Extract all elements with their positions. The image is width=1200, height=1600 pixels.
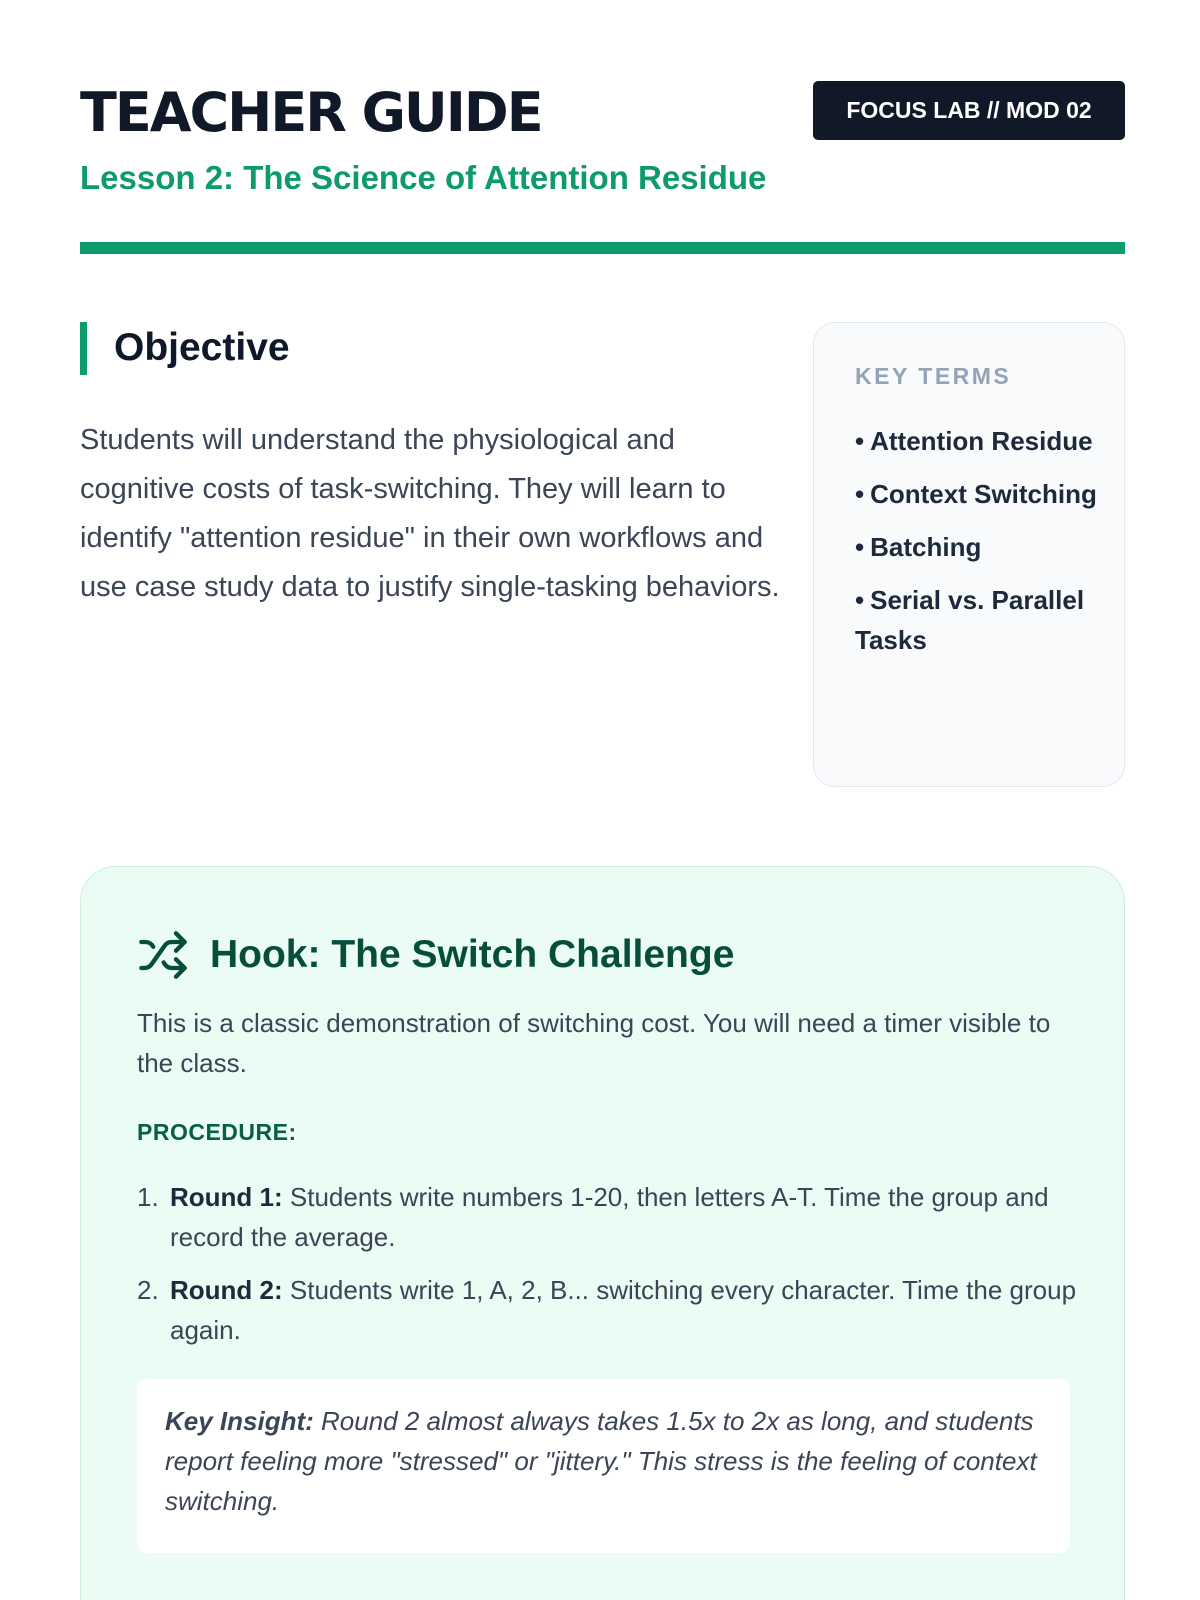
procedure-list bbox=[137, 1177, 1077, 1363]
key-term-item: • Serial vs. Parallel Tasks bbox=[855, 585, 1085, 655]
hook-card bbox=[80, 866, 1125, 1600]
hook-intro: This is a classic demonstration of switching cost. You will need a timer visible to the class. bbox=[137, 1008, 1051, 1078]
bullet-icon: • bbox=[855, 532, 865, 562]
objective-heading: Objective bbox=[114, 326, 290, 369]
procedure-label: PROCEDURE: bbox=[137, 1119, 297, 1145]
bullet-icon: • bbox=[855, 426, 865, 456]
bullet-icon: • bbox=[855, 479, 865, 509]
objective-text: Students will understand the physiological and cognitive costs of task-switching. They will learn to identify "attention residue" in their own workflows and use case study data to justify single-tasking behaviors. bbox=[80, 424, 780, 603]
key-term-item: • Context Switching bbox=[855, 479, 1097, 509]
module-badge: FOCUS LAB // MOD 02 bbox=[813, 81, 1125, 140]
page-title: TEACHER GUIDE bbox=[80, 81, 542, 144]
key-term-item: • Attention Residue bbox=[855, 426, 1093, 456]
objective-accent-bar bbox=[80, 322, 87, 375]
bullet-icon: • bbox=[855, 585, 865, 615]
header-divider bbox=[80, 242, 1125, 254]
shuffle-icon bbox=[137, 929, 189, 981]
key-terms-label: KEY TERMS bbox=[855, 363, 1012, 389]
hook-title: Hook: The Switch Challenge bbox=[210, 933, 735, 976]
key-insight-label: Key Insight: bbox=[165, 1406, 314, 1436]
key-terms-list bbox=[855, 421, 1105, 673]
key-insight-text: Round 2 almost always takes 1.5x to 2x as long, and students report feeling more "stressed" or "jittery." This stress is the feeling of context switching. bbox=[165, 1406, 1037, 1516]
key-term-item: • Batching bbox=[855, 532, 982, 562]
key-insight-box bbox=[137, 1379, 1070, 1553]
key-terms-panel bbox=[813, 322, 1125, 787]
procedure-step: 2. Round 2: Students write 1, A, 2, B... switching every character. Time the group again. bbox=[137, 1275, 1077, 1345]
procedure-step: 1. Round 1: Students write numbers 1-20, then letters A-T. Time the group and record the average. bbox=[137, 1182, 1049, 1252]
lesson-subtitle: Lesson 2: The Science of Attention Residue bbox=[80, 159, 767, 196]
